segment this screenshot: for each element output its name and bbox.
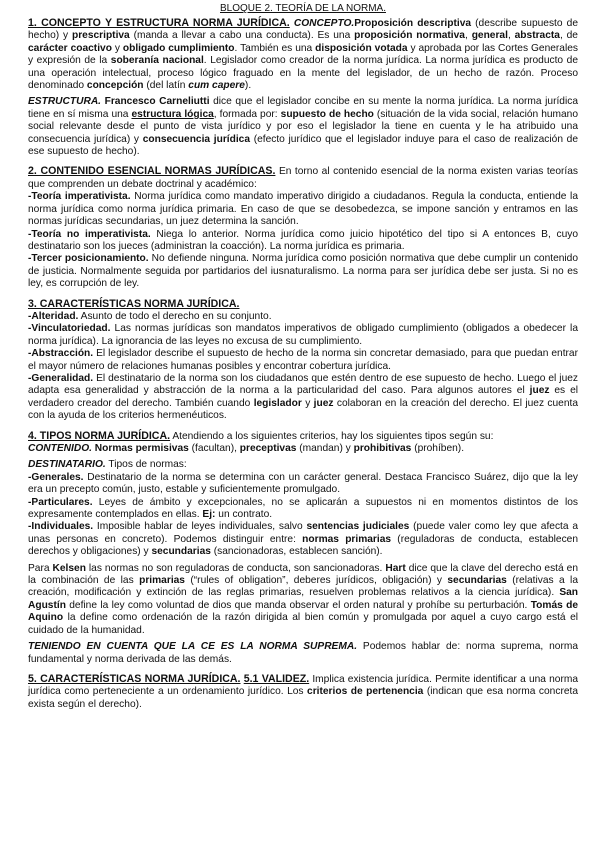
concepto-label: CONCEPTO.: [293, 18, 355, 29]
text-run: (manda a llevar a cabo una conducta). Es una: [129, 30, 355, 42]
text-run: -Individuales.: [28, 521, 94, 533]
section-3-heading: [28, 298, 578, 311]
text-run: , de: [559, 30, 578, 42]
text-run: secundarias: [151, 546, 211, 558]
text-run: es el verdadero creador del derecho. También cuando: [28, 385, 578, 409]
theory-tercer-posicionamiento: [28, 253, 578, 290]
estructura-paragraph: [28, 96, 578, 158]
text-run: (“rules of obligation”, deberes jurídicos, obligación) y: [184, 575, 448, 587]
text-run: TENIENDO EN CUENTA QUE LA CE ES LA NORMA SUPREMA.: [28, 641, 358, 653]
text-run: Norma jurídica como mandato imperativo dirigido a ciudadanos. Regula la conducta, entiende la norma jurídica como norma jurídica primaria. En caso de que se desobedezca, se impone sanción y entramos en las normas jurídicas secundarias, un juez determina la sanción.: [28, 191, 578, 228]
text-run: Las normas jurídicas son mandatos imperativos de obligado cumplimiento (obligados a obedecer la norma jurídica). La ignorancia de las leyes no excusa de su cumplimiento.: [28, 323, 578, 347]
section-2-intro: [28, 165, 578, 191]
text-run: -Generalidad.: [28, 372, 94, 384]
text-run: (del latín: [143, 80, 189, 92]
text-run: Asunto de todo el derecho en su conjunto.: [78, 310, 272, 322]
text-run: . También es una: [234, 42, 316, 54]
text-run: . Legislador como creador de la norma jurídica. La norma jurídica es producto de una operación intelectual, proceso lógico fraguado en la mente del legislador, de un hecho de razón. Proceso denominado: [28, 55, 578, 92]
section-5-subtitle: 5.1 VALIDEZ.: [243, 672, 310, 685]
theory-no-imperativista: [28, 229, 578, 254]
text-run: concepción: [86, 80, 144, 92]
feature-vinculatoriedad: [28, 323, 578, 348]
text-run: , formada por:: [213, 108, 281, 120]
text-run: (relativas a la creación, modificación y extinción de las reglas primarias, resuelven problemas relativos a la ciencia jurídica).: [28, 575, 578, 599]
norma-suprema-paragraph: [28, 641, 578, 666]
page-header: BLOQUE 2. TEORÍA DE LA NORMA.: [220, 3, 386, 14]
type-particulares: [28, 497, 578, 522]
text-run: Ej:: [202, 509, 216, 521]
feature-alteridad: [28, 311, 578, 323]
text-run: cum capere: [188, 80, 245, 92]
text-run: (situación de la vida social, relación humano social relevante desde el punto de vista jurídico y por eso el legislador la tiene en cuenta y le ha atribuido una consecuencia jurídica) y: [28, 108, 579, 145]
text-run: Niega lo anterior. Norma jurídica como juicio hipotético del tipo si A entonces B, cuyo destinatario son los jueces (administran la coacción). La norma jurídica es primaria.: [28, 228, 578, 252]
text-run: -Teoría imperativista.: [28, 191, 131, 203]
text-run: juez: [529, 385, 550, 397]
text-run: (sancionadoras, establecen sanción).: [210, 546, 383, 558]
text-run: soberanía nacional: [110, 55, 204, 67]
text-run: Podemos hablar de: norma suprema, norma fundamental y norma derivada de las demás.: [28, 641, 578, 665]
text-run: criterios de pertenencia: [307, 686, 424, 698]
text-run: Tomás de Aquino: [28, 599, 578, 624]
text-run: DESTINATARIO.: [28, 459, 106, 471]
text-run: ).: [244, 80, 252, 92]
text-run: Normas permisivas: [91, 443, 189, 454]
text-run: -Generales.: [28, 471, 84, 483]
feature-abstraccion: [28, 348, 578, 373]
text-run: Kelsen: [52, 562, 86, 574]
text-run: ,: [507, 30, 515, 42]
section-5-paragraph: [28, 673, 578, 711]
text-run: prohibitivas: [353, 443, 412, 454]
contenido-paragraph: [28, 443, 578, 455]
text-run: Destinatario de la norma se determina con un carácter general. Destaca Francisco Suárez, dijo que la ley era un precepto común, justo, estable y suficientemente promulgado.: [28, 471, 578, 496]
text-run: -Particulares.: [28, 496, 93, 508]
text-run: (prohíben).: [411, 443, 465, 454]
section-1-paragraph-concepto: [28, 17, 578, 92]
destinatario-heading: [28, 459, 578, 471]
text-run: CONTENIDO.: [28, 443, 92, 454]
text-run: (indican que esa norma concreta exista según el derecho).: [28, 686, 578, 710]
section-4: [28, 430, 578, 666]
section-3-title: 3. CARACTERÍSTICAS NORMA JURÍDICA.: [28, 297, 240, 310]
text-run: -Teoría no imperativista.: [28, 228, 151, 240]
text-run: No defiende ninguna. Norma jurídica como posición normativa que debe cumplir un contenido de justicia. Normalmente seguida por partidarios del iusnaturalismo. La norma para ser jurídica debe ser justa. Si no es ley, es corrupción de ley.: [28, 253, 578, 290]
text-run: El legislador describe el supuesto de hecho de la norma sin concretar demasiado, para que puedan entrar el mayor número de relaciones humanas posibles y encontrar cobertura jurídica.: [28, 348, 578, 372]
text-run: -Abstracción.: [28, 348, 94, 360]
text-run: Para: [28, 562, 53, 574]
section-4-title: 4. TIPOS NORMA JURÍDICA.: [28, 429, 171, 442]
text-run: dice que el legislador concibe en su mente la norma jurídica. La norma jurídica tiene en sí misma una: [28, 96, 578, 120]
text-run: general: [471, 30, 508, 42]
text-run: Leyes de ámbito y excepcionales, no se aplicarán a supuestos ni en momentos distintos de los expresamente contemplados en ellas.: [28, 496, 578, 521]
text-run: -Alteridad.: [28, 310, 79, 322]
text-run: (mandan) y: [296, 443, 354, 454]
text-run: -Vinculatoriedad.: [28, 323, 111, 335]
section-2-intro-text: En torno al contenido esencial de la norma existen varias teorías que comprenden un debate doctrinal y académico:: [28, 166, 579, 190]
text-run: preceptivas: [239, 443, 297, 454]
text-run: proposición normativa: [354, 30, 465, 42]
text-run: Implica existencia jurídica. Permite identificar a una norma jurídica como perteneciente a un ordenamiento jurídico. Los: [28, 673, 578, 698]
text-run: (efecto jurídico que el legislador induye para el caso de realización de ese supuesto de hecho).: [28, 133, 579, 158]
kelsen-paragraph: [28, 563, 578, 637]
text-run: (reguladoras de conducta, establecen derechos y obligaciones) y: [28, 533, 578, 558]
text-run: Proposición descriptiva: [354, 18, 472, 29]
section-4-intro: [28, 430, 578, 443]
text-run: San Agustín: [28, 587, 578, 611]
text-run: prescriptiva: [71, 30, 130, 42]
text-run: ESTRUCTURA.: [28, 96, 102, 108]
text-run: un contrato.: [215, 509, 273, 521]
section-5: [28, 673, 578, 711]
text-run: El destinatario de la norma son los ciudadanos que estén dentro de ese supuesto de hecho. Luego el juez adapta esa generalidad y abstracción de la norma a la particularidad del caso. Para algunos autores el: [28, 372, 578, 397]
section-2-title: 2. CONTENIDO ESENCIAL NORMAS JURÍDICAS.: [28, 165, 276, 178]
text-run: Hart: [385, 562, 406, 574]
text-run: abstracta: [514, 30, 560, 42]
text-run: y: [111, 42, 123, 54]
text-run: ,: [464, 30, 472, 42]
text-run: y: [301, 397, 314, 409]
text-run: primarias: [139, 575, 185, 587]
section-1: [28, 17, 578, 158]
text-run: la define como ordenación de la razón dirigida al bien común y promulgada por aquel a cuyo cargo está el cuidado de la humanidad.: [28, 612, 578, 636]
section-1-title: 1. CONCEPTO Y ESTRUCTURA NORMA JURÍDICA.: [28, 17, 290, 29]
section-4-intro-text: Atendiendo a los siguientes criterios, hay los siguientes tipos según su:: [170, 430, 494, 442]
section-2: [28, 165, 578, 290]
text-run: Imposible hablar de leyes individuales, salvo: [93, 521, 307, 533]
text-run: Francesco Carneliutti: [101, 96, 210, 108]
text-run: obligado cumplimiento: [122, 42, 235, 54]
text-run: consecuencia jurídica: [142, 133, 251, 145]
text-run: normas primarias: [302, 533, 392, 545]
text-run: disposición votada: [315, 42, 408, 54]
text-run: (puede valer como ley que afecta a unas personas en concreto). Podemos distinguir entre:: [28, 521, 578, 545]
text-run: define la ley como voluntad de dios que manda observar el orden natural y prohíbe su perturbación.: [65, 599, 531, 611]
text-run: legislador: [253, 397, 302, 409]
text-run: estructura lógica: [131, 108, 214, 120]
section-5-title: 5. CARACTERÍSTICAS NORMA JURÍDICA.: [28, 672, 241, 685]
text-run: juez: [313, 397, 334, 409]
text-run: supuesto de hecho: [280, 108, 374, 120]
type-individuales: [28, 521, 578, 558]
text-run: (facultan),: [188, 443, 240, 454]
text-run: dice que la clave del derecho está en la combinación de las: [28, 562, 578, 587]
text-run: (describe supuesto de hecho) y: [28, 18, 578, 42]
text-run: y aprobada por las Cortes Generales y expresión de la: [28, 42, 579, 67]
section-3: [28, 298, 578, 423]
text-run: carácter coactivo: [28, 42, 112, 54]
text-run: -Tercer posicionamiento.: [28, 253, 149, 265]
feature-generalidad: [28, 373, 578, 423]
theory-imperativista: [28, 191, 578, 228]
text-run: sentencias judiciales: [306, 521, 410, 533]
text-run: Tipos de normas:: [105, 459, 187, 471]
text-run: colaboran en la creación del derecho. El juez cuenta con la ayuda de los criterios hermenéuticos.: [28, 397, 578, 422]
text-run: secundarias: [447, 575, 507, 587]
text-run: las normas no son reguladoras de conducta, son sancionadoras.: [85, 562, 386, 574]
type-generales: [28, 472, 578, 497]
